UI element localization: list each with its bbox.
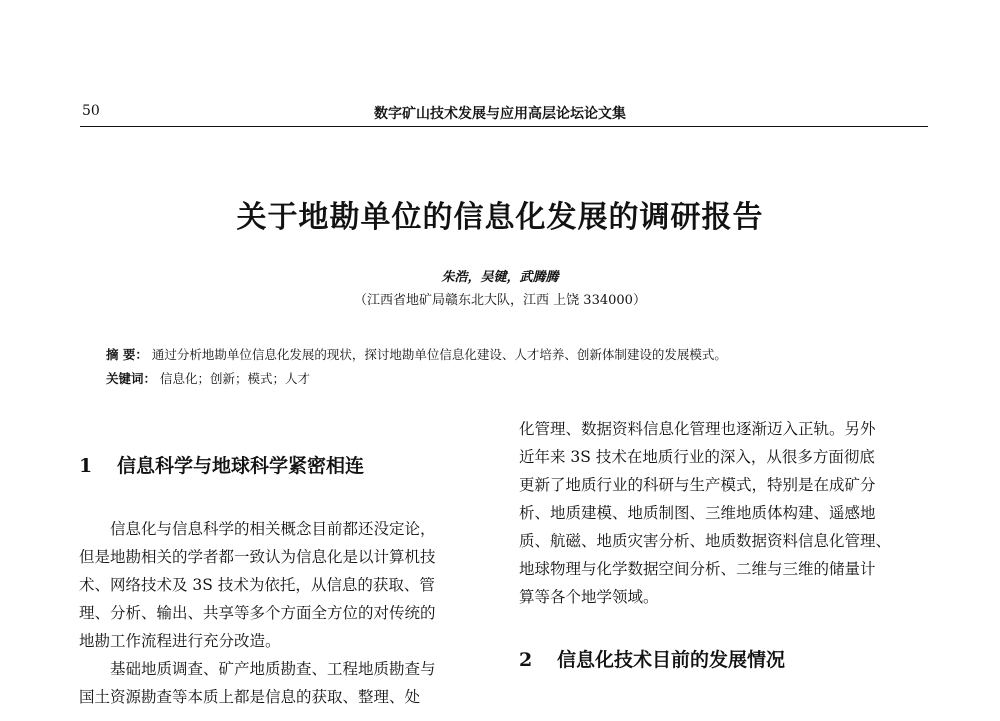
page-number: 50 [82,103,100,119]
left-line: 基础地质调查、矿产地质勘查、工程地质勘查与 [110,660,436,678]
left-line: 信息化与信息科学的相关概念目前都还没定论， [110,520,436,538]
right-line: 质、航磁、地质灾害分析、地质数据资料信息化管理、 [519,532,892,550]
abstract [106,345,727,363]
keywords [106,369,310,387]
keywords-label: 关键词： [106,371,157,386]
section-2-block [519,646,925,674]
right-line: 地球物理与化学数据空间分析、二维与三维的储量计 [519,560,876,578]
paper-title: 关于地勘单位的信息化发展的调研报告 [236,200,764,235]
abstract-label: 摘 要： [106,347,148,362]
section-2-heading [519,646,925,674]
abstract-text: 通过分析地勘单位信息化发展的现状，探讨地勘单位信息化建设、人才培养、创新体制建设的发展模式。 [151,347,727,362]
header-rule [80,126,928,127]
section-1-heading [79,452,481,480]
section-2-title: 信息化技术目前的发展情况 [557,649,786,671]
right-line: 化管理、数据资料信息化管理也逐渐迈入正轨。另外 [519,420,876,438]
left-line: 国土资源勘查等本质上都是信息的获取、整理、处 [79,688,421,706]
right-line: 算等各个地学领域。 [519,588,659,606]
left-body [79,515,481,711]
left-line: 理、分析、输出、共享等多个方面全方位的对传统的 [79,604,436,622]
left-line: 但是地勘相关的学者都一致认为信息化是以计算机技 [79,548,436,566]
running-title: 数字矿山技术发展与应用高层论坛论文集 [374,106,626,122]
left-column [79,452,481,480]
affiliation: （江西省地矿局赣东北大队，江西 上饶 334000） [354,293,646,308]
left-line: 术、网络技术及 3S 技术为依托，从信息的获取、管 [79,576,435,594]
authors: 朱浩，吴键，武腾腾 [441,270,559,285]
left-line: 地勘工作流程进行充分改造。 [79,632,281,650]
section-1-number: 1 [79,455,93,477]
right-line: 析、地质建模、地质制图、三维地质体构建、遥感地 [519,504,876,522]
right-line: 近年来 3S 技术在地质行业的深入，从很多方面彻底 [519,448,875,466]
section-1-title: 信息科学与地球科学紧密相连 [117,455,365,477]
right-body [519,415,925,611]
section-2-number: 2 [519,649,533,671]
keywords-text: 信息化；创新；模式；人才 [160,371,311,386]
right-line: 更新了地质行业的科研与生产模式，特别是在成矿分 [519,476,876,494]
